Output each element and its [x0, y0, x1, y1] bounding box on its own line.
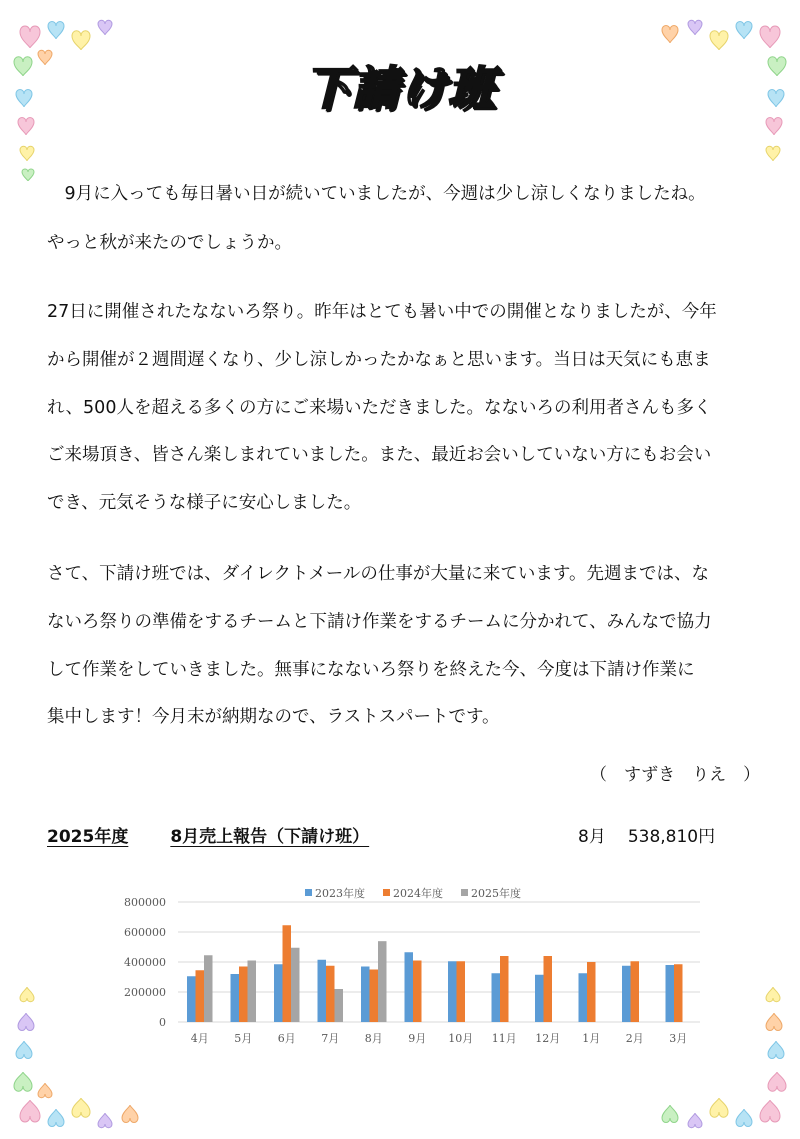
bar-2025年度 [378, 941, 387, 1022]
bar-2025年度 [204, 955, 213, 1022]
x-tick-label: 7月 [321, 1032, 340, 1045]
bar-2023年度 [318, 960, 327, 1022]
bar-2023年度 [666, 965, 675, 1022]
bar-2024年度 [457, 961, 466, 1022]
report-amount-value: 538,810円 [627, 827, 716, 847]
page-title: 下請け班 [304, 61, 496, 115]
legend-label: 2025年度 [471, 887, 521, 900]
bar-2024年度 [631, 961, 640, 1022]
legend-swatch [383, 889, 390, 896]
x-tick-label: 8月 [364, 1032, 383, 1045]
x-tick-label: 4月 [190, 1032, 209, 1045]
bar-2024年度 [544, 956, 553, 1022]
y-tick-label: 600000 [124, 926, 166, 939]
x-tick-label: 12月 [535, 1032, 561, 1045]
x-tick-label: 5月 [234, 1032, 253, 1045]
x-tick-label: 11月 [491, 1032, 517, 1045]
bar-2023年度 [361, 967, 370, 1023]
legend-label: 2024年度 [393, 887, 443, 900]
bar-2023年度 [579, 973, 588, 1022]
report-year: 2025年度 [47, 827, 129, 847]
x-tick-label: 6月 [277, 1032, 296, 1045]
bar-2025年度 [291, 948, 300, 1022]
paragraph-line: やっと秋が来たのでしょうか。 [47, 233, 292, 253]
bar-2023年度 [405, 952, 414, 1022]
paragraph-line: ご来場頂き、皆さん楽しまれていました。また、最近お会いしていない方にもお会い [47, 445, 712, 465]
paragraph-line: ないろ祭りの準備をするチームと下請け作業をするチームに分かれて、みんなで協力 [47, 612, 712, 632]
paragraph-line: 27日に開催されたなないろ祭り。昨年はとても暑い中での開催となりましたが、今年 [47, 302, 717, 322]
bar-2023年度 [274, 964, 283, 1022]
sales-report-heading [47, 822, 369, 847]
y-tick-label: 0 [159, 1016, 166, 1029]
x-tick-label: 2月 [625, 1032, 644, 1045]
bar-2025年度 [335, 989, 344, 1022]
x-tick-label: 10月 [448, 1032, 474, 1045]
bar-2024年度 [674, 964, 683, 1022]
paragraph-line: さて、下請け班では、ダイレクトメールの仕事が大量に来ています。先週までは、な [47, 564, 710, 584]
x-tick-label: 1月 [582, 1032, 601, 1045]
sales-report-amount [578, 822, 715, 847]
bar-2023年度 [231, 974, 240, 1022]
report-month: 8月 [578, 827, 606, 847]
bar-2024年度 [587, 962, 596, 1022]
bar-2023年度 [492, 973, 501, 1022]
bar-2024年度 [283, 925, 292, 1022]
bar-2024年度 [413, 961, 422, 1023]
paragraph-line: れ、500人を超える多くの方にご来場いただきました。なないろの利用者さんも多く [47, 398, 712, 418]
bar-2024年度 [196, 970, 205, 1022]
x-tick-label: 3月 [669, 1032, 688, 1045]
legend-swatch [461, 889, 468, 896]
report-title: 8月売上報告（下請け班） [170, 827, 370, 847]
y-tick-label: 400000 [124, 956, 166, 969]
legend-label: 2023年度 [315, 887, 365, 900]
sales-bar-chart [110, 882, 710, 1057]
paragraph-line: から開催が２週間遅くなり、少し涼しかったかなぁと思います。当日は天気にも恵ま [47, 350, 711, 370]
bar-2024年度 [239, 967, 248, 1023]
bar-2024年度 [370, 970, 379, 1023]
bar-2023年度 [535, 975, 544, 1022]
paragraph-line: でき、元気そうな様子に安心しました。 [47, 493, 362, 513]
y-tick-label: 800000 [124, 896, 166, 909]
bar-2024年度 [500, 956, 509, 1022]
bar-2024年度 [326, 966, 335, 1022]
paragraph-line: 9月に入っても毎日暑い日が続いていましたが、今週は少し涼しくなりましたね。 [47, 184, 706, 204]
bar-2023年度 [187, 976, 196, 1022]
bar-2025年度 [248, 961, 257, 1023]
bar-2023年度 [622, 966, 631, 1022]
author-signature: （ すずき りえ ） [590, 765, 761, 785]
paragraph-line: 集中します！今月末が納期なので、ラストスパートです。 [47, 707, 500, 727]
bar-2023年度 [448, 961, 457, 1022]
y-tick-label: 200000 [124, 986, 166, 999]
legend-swatch [305, 889, 312, 896]
paragraph-line: して作業をしていきました。無事になないろ祭りを終えた今、今度は下請け作業に [47, 660, 695, 680]
x-tick-label: 9月 [408, 1032, 427, 1045]
